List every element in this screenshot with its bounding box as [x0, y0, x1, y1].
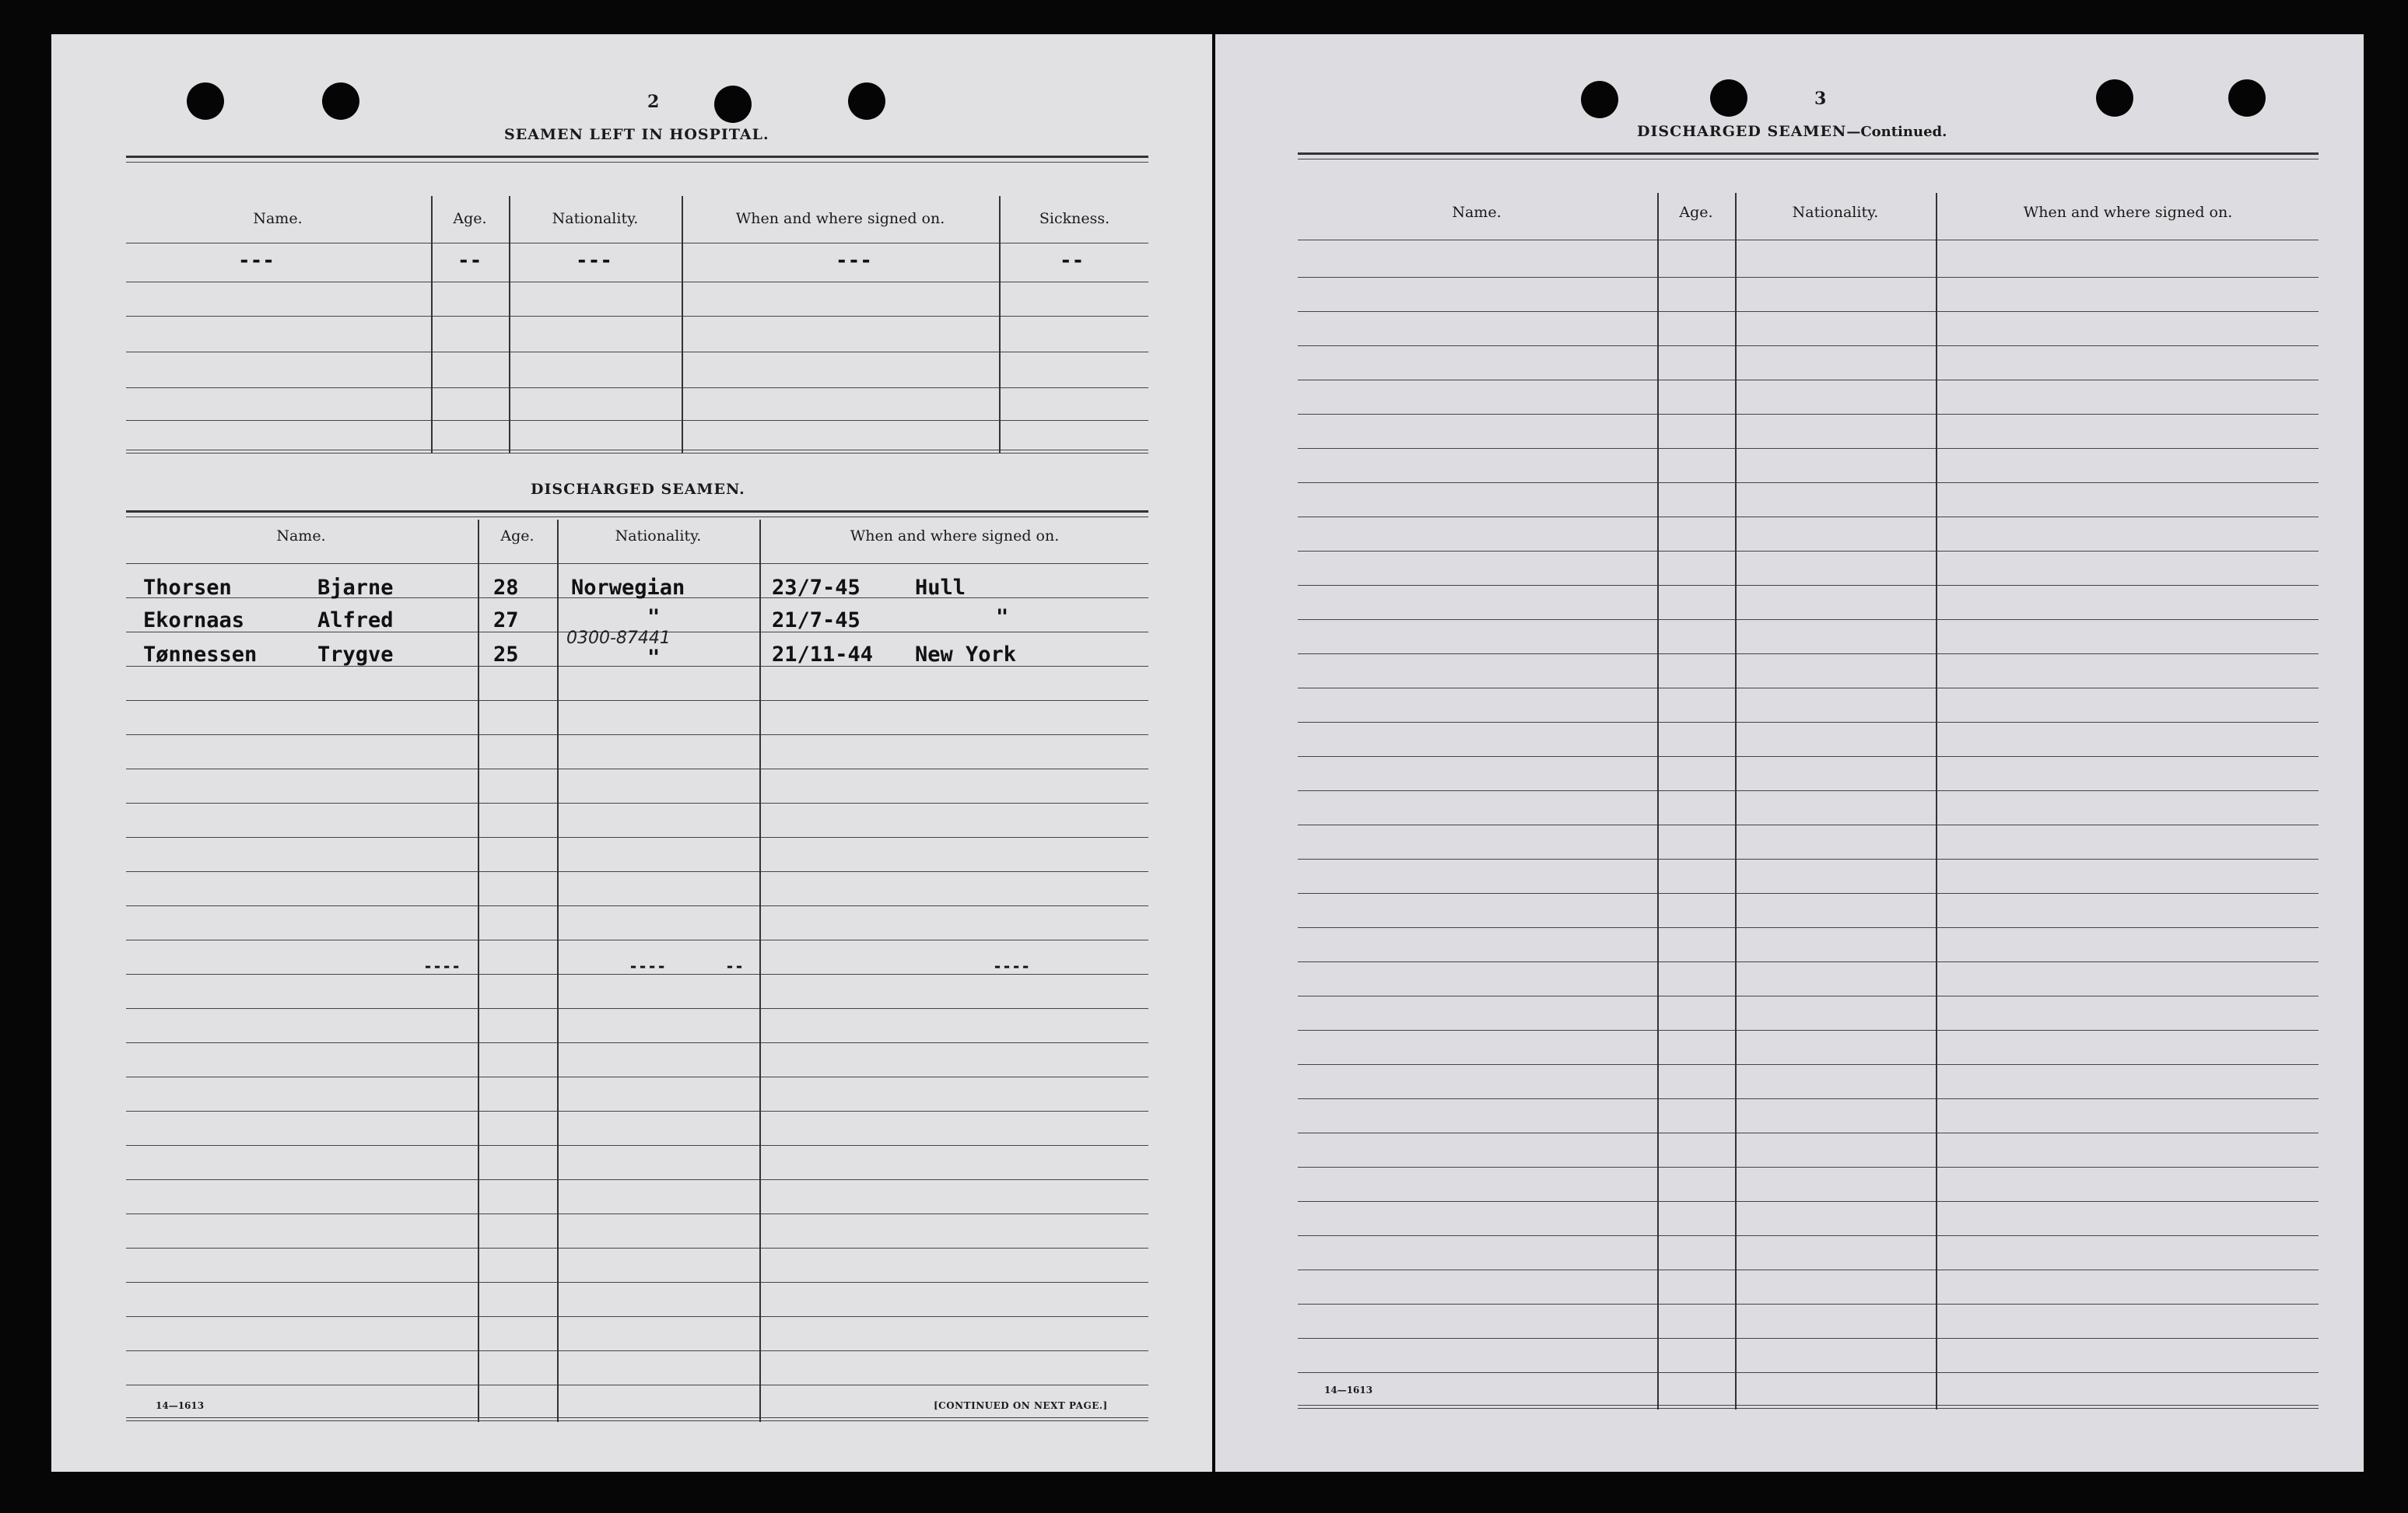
punch-hole: [1710, 79, 1747, 117]
handwritten-number-note: 0300-87441: [566, 629, 671, 648]
col-header-sickness: Sickness.: [1039, 210, 1110, 227]
discharged-section-title: DISCHARGED SEAMEN.: [531, 481, 745, 498]
discharged-row-3-surname: Tønnessen: [143, 643, 258, 667]
hospital-sickness-dash: --: [1060, 249, 1085, 272]
hospital-table: [126, 156, 1148, 459]
closing-dash-name: ----: [423, 957, 461, 975]
discharged-row-2-age: 27: [493, 608, 519, 632]
hospital-section-title: SEAMEN LEFT IN HOSPITAL.: [504, 126, 769, 143]
col-header-age: Age.: [1679, 204, 1713, 221]
discharged-row-1-given: Bjarne: [317, 576, 394, 600]
right-page: [1215, 34, 2364, 1472]
punch-hole: [2096, 79, 2133, 117]
col-header-nationality: Nationality.: [552, 210, 639, 227]
discharged-row-1-surname: Thorsen: [143, 576, 232, 600]
discharged-row-2-date: 21/7-45: [772, 608, 861, 632]
punch-hole: [2228, 79, 2266, 117]
discharged-continued-table: [1298, 152, 2319, 1420]
discharged-row-2-given: Alfred: [317, 608, 394, 632]
closing-dash-nationality: ----: [629, 957, 667, 975]
page-number: 2: [647, 92, 660, 112]
discharged-row-3-given: Trygve: [317, 643, 394, 667]
discharged-row-3-nationality: ": [647, 646, 661, 670]
discharged-row-2-nationality: ": [647, 605, 661, 629]
col-header-name: Name.: [253, 210, 303, 227]
col-header-signed-on: When and where signed on.: [735, 210, 945, 227]
punch-hole: [322, 82, 359, 120]
discharged-table: [126, 510, 1148, 1428]
col-header-nationality: Nationality.: [615, 527, 702, 545]
left-page: [51, 34, 1212, 1472]
hospital-name-dash: ---: [238, 249, 275, 272]
discharged-continued-title-suffix: —Continued.: [1846, 124, 1947, 140]
col-header-age: Age.: [500, 527, 535, 545]
col-header-nationality: Nationality.: [1792, 204, 1879, 221]
discharged-row-1-place: Hull: [915, 576, 966, 600]
col-header-name: Name.: [276, 527, 326, 545]
closing-dash-signed-on: ----: [993, 957, 1031, 975]
discharged-row-3-date: 21/11-44: [772, 643, 874, 667]
discharged-row-1-date: 23/7-45: [772, 576, 861, 600]
discharged-row-1-age: 28: [493, 576, 519, 600]
punch-hole: [187, 82, 224, 120]
punch-hole: [714, 86, 752, 123]
col-header-name: Name.: [1452, 204, 1502, 221]
discharged-row-3-place: New York: [915, 643, 1017, 667]
discharged-row-2-place: ": [996, 605, 1009, 629]
punch-hole: [848, 82, 885, 120]
footer-form-code: 14—1613: [1324, 1385, 1373, 1396]
col-header-age: Age.: [453, 210, 487, 227]
footer-form-code: 14—1613: [156, 1400, 205, 1411]
hospital-age-dash: --: [457, 249, 482, 272]
discharged-continued-title-main: DISCHARGED SEAMEN: [1637, 123, 1847, 140]
discharged-continued-title: [1637, 123, 1947, 140]
page-number: 3: [1814, 89, 1827, 109]
col-header-signed-on: When and where signed on.: [2023, 204, 2233, 221]
hospital-signed-dash: ---: [836, 249, 872, 272]
footer-continued-note: [CONTINUED ON NEXT PAGE.]: [934, 1400, 1108, 1411]
hospital-nationality-dash: ---: [576, 249, 612, 272]
discharged-row-1-nationality: Norwegian: [571, 576, 685, 600]
discharged-row-2-surname: Ekornaas: [143, 608, 245, 632]
col-header-signed-on: When and where signed on.: [850, 527, 1060, 545]
discharged-row-3-age: 25: [493, 643, 519, 667]
closing-dash-nationality-end: --: [725, 957, 745, 975]
punch-hole: [1581, 81, 1618, 118]
